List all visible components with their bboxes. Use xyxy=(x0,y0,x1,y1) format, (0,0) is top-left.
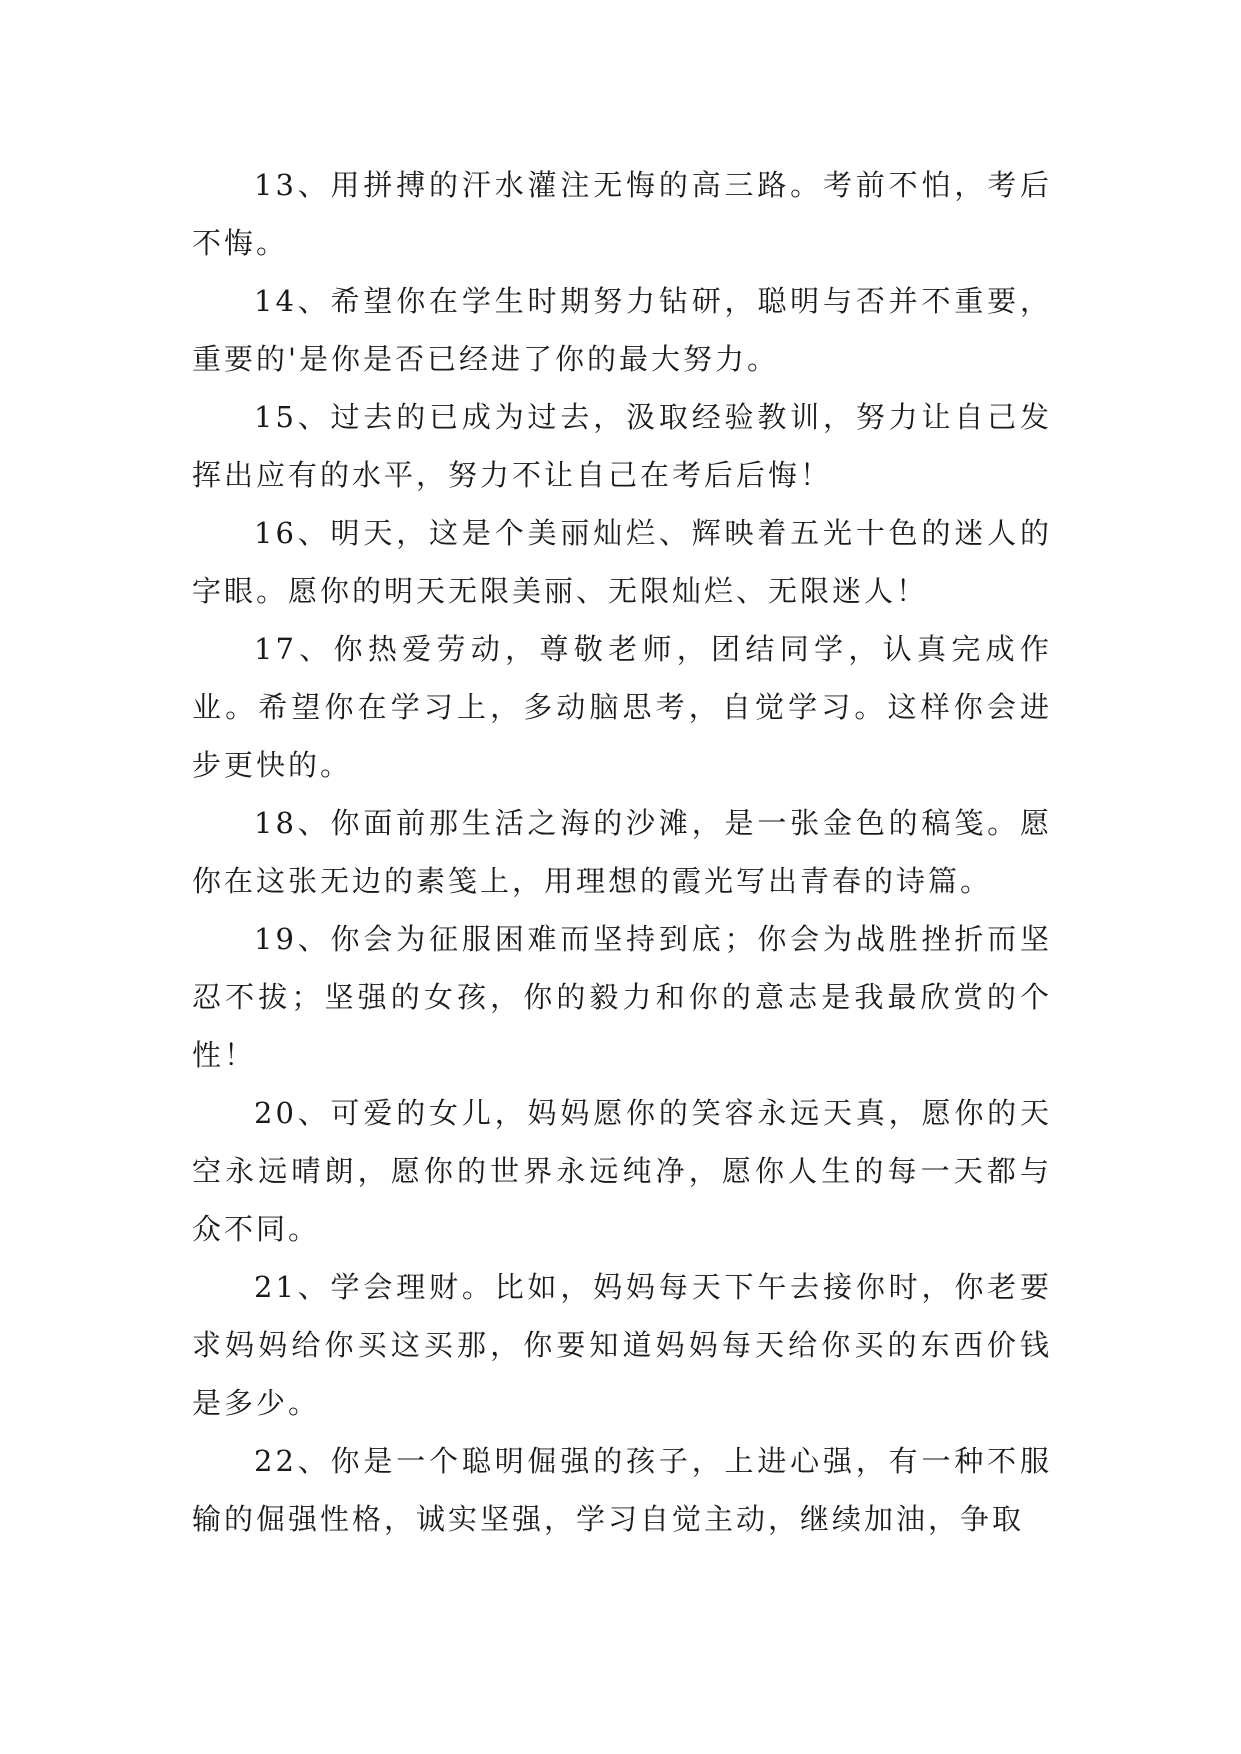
paragraph-19: 19、你会为征服困难而坚持到底；你会为战胜挫折而坚忍不拔；坚强的女孩，你的毅力和你的意志是我最欣赏的个性！ xyxy=(192,922,1052,1072)
paragraph-14: 14、希望你在学生时期努力钻研，聪明与否并不重要，重要的'是你是否已经进了你的最大努力。 xyxy=(192,284,1052,376)
paragraph-20: 20、可爱的女儿，妈妈愿你的笑容永远天真，愿你的天空永远晴朗，愿你的世界永远纯净，愿你人生的每一天都与众不同。 xyxy=(192,1096,1052,1246)
paragraph-13: 13、用拼搏的汗水灌注无悔的高三路。考前不怕，考后不悔。 xyxy=(192,168,1052,260)
paragraph-22: 22、你是一个聪明倔强的孩子，上进心强，有一种不服输的倔强性格，诚实坚强，学习自觉主动，继续加油，争取 xyxy=(192,1444,1052,1536)
paragraph-15: 15、过去的已成为过去，汲取经验教训，努力让自己发挥出应有的水平，努力不让自己在考后后悔！ xyxy=(192,400,1052,492)
paragraph-16: 16、明天，这是个美丽灿烂、辉映着五光十色的迷人的字眼。愿你的明天无限美丽、无限灿烂、无限迷人！ xyxy=(192,516,1052,608)
paragraph-18: 18、你面前那生活之海的沙滩，是一张金色的稿笺。愿你在这张无边的素笺上，用理想的霞光写出青春的诗篇。 xyxy=(192,806,1052,898)
document-body xyxy=(192,156,1052,1548)
paragraph-17: 17、你热爱劳动，尊敬老师，团结同学，认真完成作业。希望你在学习上，多动脑思考，自觉学习。这样你会进步更快的。 xyxy=(192,632,1052,782)
paragraph-21: 21、学会理财。比如，妈妈每天下午去接你时，你老要求妈妈给你买这买那，你要知道妈妈每天给你买的东西价钱是多少。 xyxy=(192,1270,1052,1420)
